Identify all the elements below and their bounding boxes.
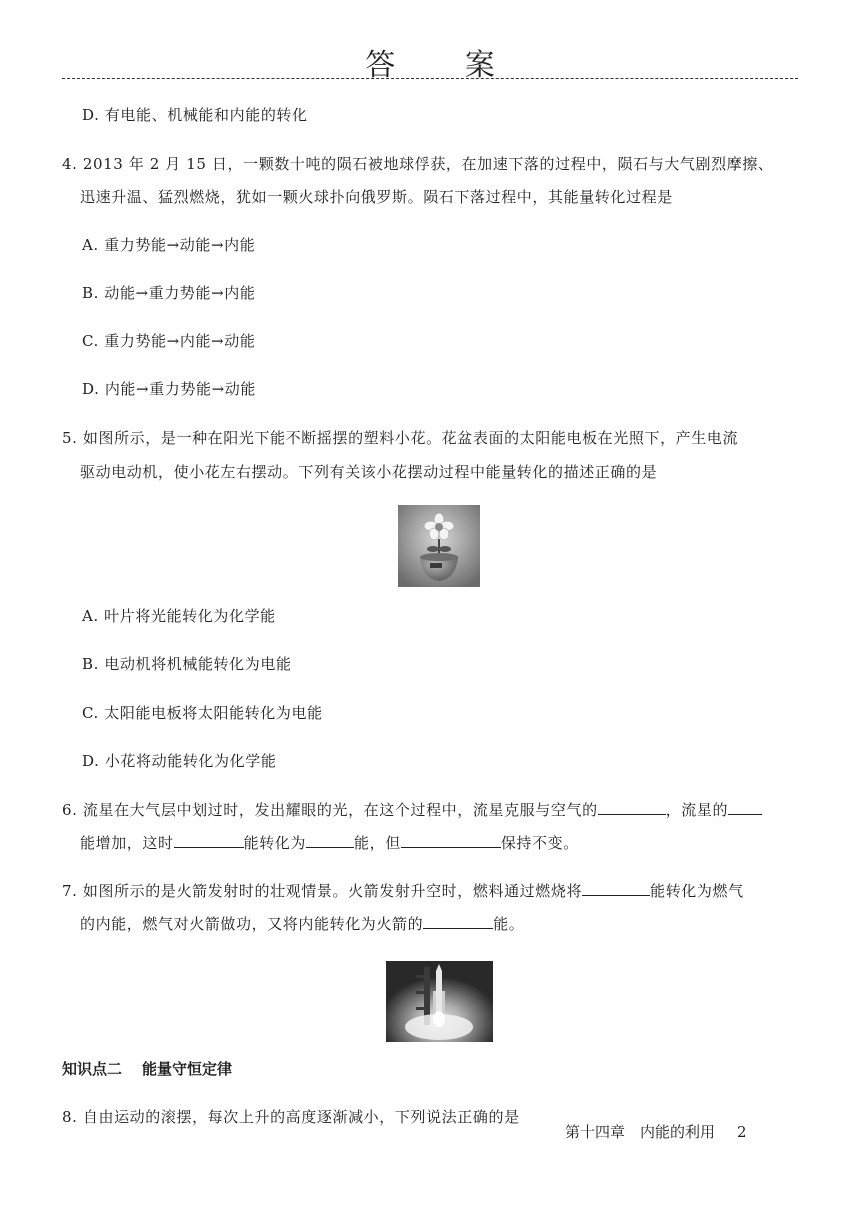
question-5-line-2: 驱动电动机，使小花左右摆动。下列有关该小花摆动过程中能量转化的描述正确的是: [80, 463, 658, 481]
question-7-text-4: 能。: [493, 915, 525, 933]
header-divider: [62, 78, 798, 79]
question-5-option-d: D. 小花将动能转化为化学能: [82, 752, 277, 770]
page-title: 答 案: [365, 48, 525, 83]
question-7-text-2: 能转化为燃气: [650, 882, 744, 900]
question-5-option-c: C. 太阳能电板将太阳能转化为电能: [82, 704, 323, 722]
answer-blank[interactable]: [598, 800, 666, 815]
answer-blank[interactable]: [401, 833, 501, 848]
section-number: 知识点二: [62, 1060, 123, 1078]
question-7-line-1: [62, 880, 744, 901]
flower-pot-image: [398, 505, 480, 587]
answer-blank[interactable]: [306, 833, 354, 848]
rocket-launch-image: [386, 961, 493, 1042]
question-6-line-1: [62, 799, 762, 820]
question-5-option-a: A. 叶片将光能转化为化学能: [82, 607, 276, 625]
question-4-option-a: A. 重力势能→动能→内能: [82, 236, 256, 254]
option-3d: D. 有电能、机械能和内能的转化: [82, 106, 308, 124]
question-6-text-4: 能转化为: [243, 834, 307, 852]
section-title: 能量守恒定律: [142, 1060, 233, 1078]
question-6-line-2: [80, 832, 579, 853]
question-7-line-2: [80, 913, 524, 934]
question-4-line-1: 4. 2013 年 2 月 15 日，一颗数十吨的陨石被地球俘获，在加速下落的过程中，陨石与大气剧烈摩擦、: [62, 155, 774, 173]
page-number: 2: [737, 1123, 747, 1141]
question-5-line-1: 5. 如图所示，是一种在阳光下能不断摇摆的塑料小花。花盆表面的太阳能电板在光照下，产生电流: [62, 429, 739, 447]
question-4-option-d: D. 内能→重力势能→动能: [82, 380, 256, 398]
answer-blank[interactable]: [423, 914, 493, 929]
question-6-text-6: 保持不变。: [500, 834, 579, 852]
question-6-text-3: 能增加，这时: [80, 834, 174, 852]
question-6-text-2: ，流星的: [665, 801, 729, 819]
answer-blank[interactable]: [582, 881, 650, 896]
answer-blank[interactable]: [174, 833, 244, 848]
question-4-option-c: C. 重力势能→内能→动能: [82, 332, 256, 350]
question-4-option-b: B. 动能→重力势能→内能: [82, 284, 256, 302]
question-6-text-5: 能，但: [354, 834, 401, 852]
page-footer: [565, 1121, 747, 1142]
section-heading: [62, 1058, 232, 1079]
question-5-option-b: B. 电动机将机械能转化为电能: [82, 655, 292, 673]
footer-chapter: 第十四章 内能的利用: [565, 1123, 716, 1141]
answer-blank[interactable]: [728, 800, 762, 815]
question-7-text-1: 7. 如图所示的是火箭发射时的壮观情景。火箭发射升空时，燃料通过燃烧将: [62, 882, 583, 900]
question-6-text-1: 6. 流星在大气层中划过时，发出耀眼的光，在这个过程中，流星克服与空气的: [62, 801, 598, 819]
question-4-line-2: 迅速升温、猛烈燃烧，犹如一颗火球扑向俄罗斯。陨石下落过程中，其能量转化过程是: [80, 188, 673, 206]
question-8-line-1: 8. 自由运动的滚摆，每次上升的高度逐渐减小，下列说法正确的是: [62, 1108, 520, 1126]
question-7-text-3: 的内能，燃气对火箭做功，又将内能转化为火箭的: [80, 915, 424, 933]
